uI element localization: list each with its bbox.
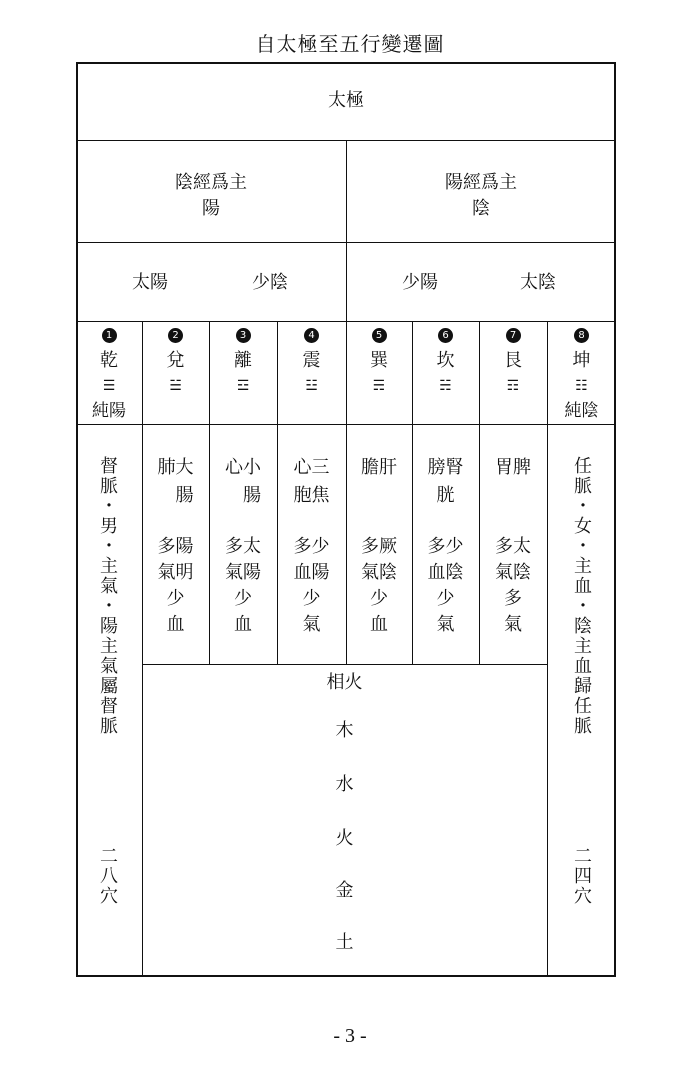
yang-meridian-line2: 陰 — [472, 198, 490, 219]
trigram-name-2: 兌 — [166, 350, 185, 371]
page-title: 自太極至五行變遷圖 — [255, 32, 445, 56]
trigram-number-7: 7 — [506, 328, 521, 343]
trigram-number-4: 4 — [304, 328, 319, 343]
conception-vessel-text: 任脈・女・主血・陰主血歸任脈 — [571, 456, 592, 736]
trigram-name-6: 坎 — [436, 350, 455, 371]
element-metal: 金 — [335, 880, 354, 901]
trigram-symbol-icon: ☳ — [305, 378, 318, 394]
trigram-name-3: 離 — [234, 350, 252, 371]
trigram-number-6: 6 — [438, 328, 453, 343]
trigram-symbol-icon: ☵ — [439, 378, 452, 394]
organ-pair-3: 心三 胞焦 — [293, 457, 330, 506]
trigram-symbol-icon: ☷ — [575, 378, 588, 394]
element-fire: 火 — [335, 828, 354, 849]
trigram-symbol-icon: ☱ — [169, 378, 182, 394]
trigram-number-3: 3 — [236, 328, 251, 343]
trigram-symbol-icon: ☶ — [506, 378, 520, 394]
trigram-symbol-icon: ☲ — [236, 378, 250, 394]
yin-meridian-label — [76, 170, 346, 222]
minister-fire-label: 相火 — [326, 672, 363, 693]
yin-meridian-line1: 陰經爲主 — [175, 172, 247, 193]
trigram-name-5: 巽 — [370, 350, 388, 371]
trigram-symbol-icon: ☰ — [102, 378, 116, 394]
trigram-number-5: 5 — [372, 328, 387, 343]
qi-blood-5: 多少 血陰 少 氣 — [427, 536, 464, 635]
governor-vessel-text: 督脈・男・主氣・陽主氣屬督脈 — [97, 456, 118, 736]
qi-blood-2: 多太 氣陽 少 血 — [225, 536, 261, 635]
trigram-name-8: 坤 — [572, 350, 591, 371]
taiji-label: 太極 — [328, 90, 364, 111]
four-image-shaoyin: 少陰 — [252, 272, 288, 293]
qi-blood-1: 多陽 氣明 少 血 — [157, 536, 194, 635]
trigram-name-7: 艮 — [504, 350, 522, 371]
four-image-taiyin: 太陰 — [520, 272, 556, 293]
qi-blood-4: 多厥 氣陰 少 血 — [361, 536, 397, 635]
trigram-name-1: 乾 — [100, 350, 118, 371]
trigram-name-4: 震 — [302, 350, 321, 371]
four-image-taiyang: 太陽 — [132, 272, 168, 293]
organ-pair-2: 心小 腸 — [225, 457, 261, 506]
element-earth: 土 — [335, 932, 354, 953]
governor-vessel-count: 二八穴 — [97, 846, 118, 906]
element-wood: 木 — [335, 720, 354, 741]
organ-pair-6: 胃脾 — [495, 457, 531, 478]
trigram-number-1: 1 — [102, 328, 117, 343]
organ-pair-1: 肺大 腸 — [157, 457, 194, 506]
conception-vessel-count: 二四穴 — [571, 846, 592, 906]
trigram-number-2: 2 — [168, 328, 183, 343]
yang-meridian-label — [346, 170, 616, 222]
organ-pair-4: 膽肝 — [361, 457, 397, 478]
yang-meridian-line1: 陽經爲主 — [445, 172, 517, 193]
qi-blood-3: 多少 血陽 少 氣 — [293, 536, 330, 635]
four-image-shaoyang: 少陽 — [402, 272, 438, 293]
trigram-symbol-icon: ☴ — [372, 378, 386, 394]
trigram-number-8: 8 — [574, 328, 589, 343]
trigram-extra-1: 純陽 — [92, 401, 126, 421]
yin-meridian-line2: 陽 — [202, 198, 220, 219]
trigram-extra-8: 純陰 — [564, 401, 599, 421]
organ-pair-5: 膀腎 胱 — [427, 457, 464, 506]
qi-blood-6: 多太 氣陰 多 氣 — [495, 536, 531, 635]
page-number: - 3 - — [333, 1025, 367, 1047]
element-water: 水 — [335, 774, 354, 795]
